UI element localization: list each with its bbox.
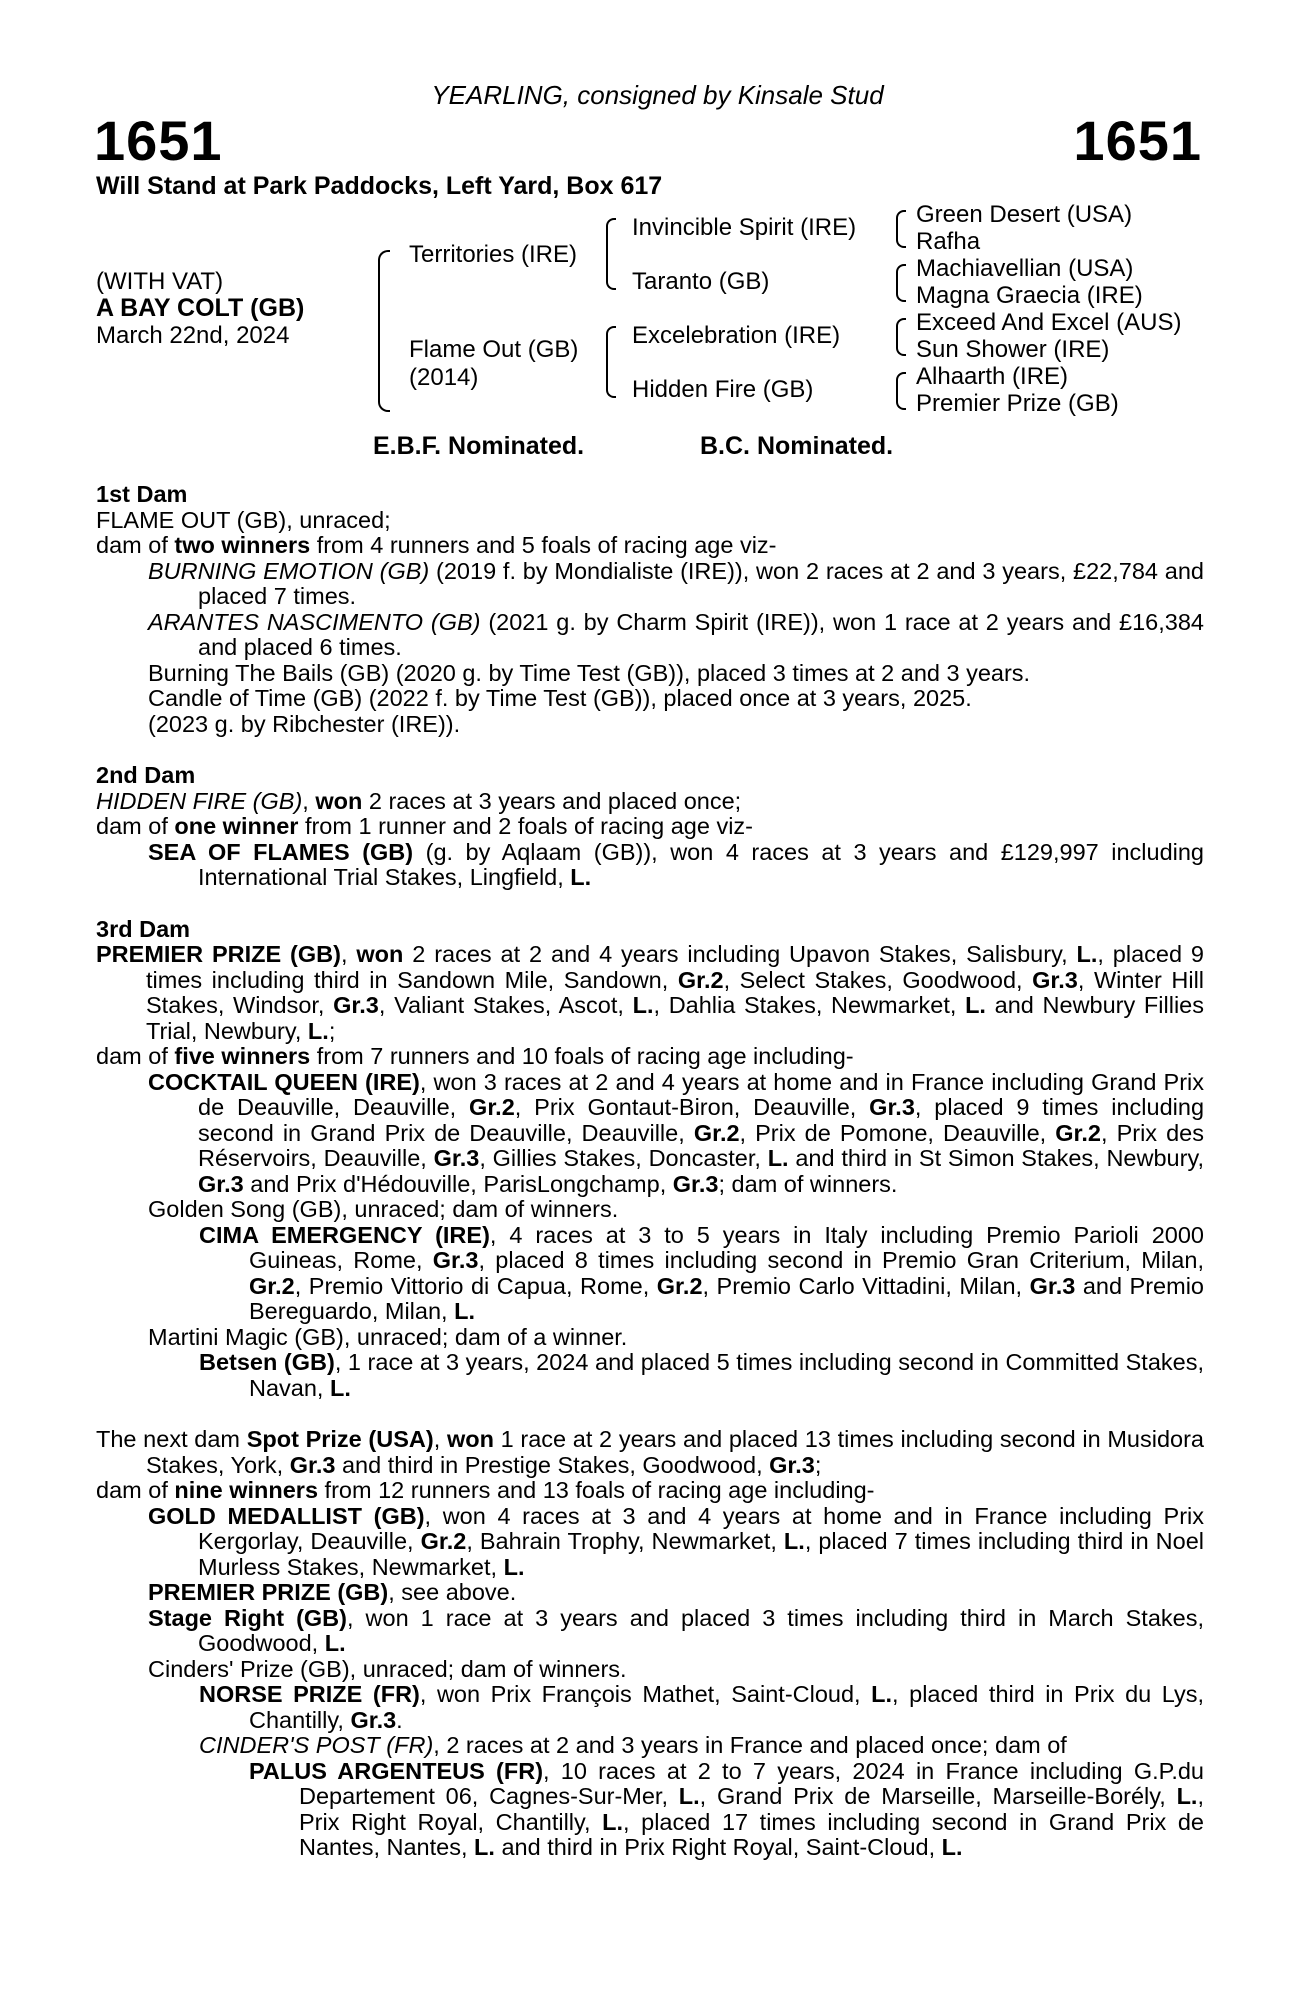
offspring-premier-prize: PREMIER PRIZE (GB), see above. xyxy=(148,1579,517,1605)
pedigree-dam-sire: Excelebration (IRE) xyxy=(632,322,841,349)
pedigree-dss: Exceed And Excel (AUS) xyxy=(916,309,1182,336)
offspring-cocktail-queen: COCKTAIL QUEEN (IRE), won 3 races at 2 and 4 years at home and in France including Grand Prix de Deauville, Deauville, Gr.2, Prix Gontaut-Biron, Deauville, Gr.3, placed 9 times including second in Grand Prix de Deauville, Deauville, Gr.2, Prix de Pomone, Deauville, Gr.2, Prix des Réservoirs, Deauville, Gr.3, Gillies Stakes, Doncaster, L. and third in St Simon Stakes, Newbury, Gr.3 and Prix d'Hédouville, ParisLongchamp, Gr.3; dam of winners. xyxy=(148,1068,1205,1197)
pedigree-sss: Green Desert (USA) xyxy=(916,201,1133,228)
pedigree-dds: Alhaarth (IRE) xyxy=(916,363,1069,390)
pedigree-ssd: Rafha xyxy=(916,228,981,255)
grand-offspring-norse-prize: NORSE PRIZE (FR), won Prix François Mathet, Saint-Cloud, L., placed third in Prix du Lys, Chantilly, Gr.3. xyxy=(199,1681,1205,1733)
offspring-2023-colt: (2023 g. by Ribchester (IRE)). xyxy=(148,710,461,737)
second-dam-summary: dam of one winner from 1 runner and 2 foals of racing age viz- xyxy=(96,813,753,839)
pedigree-sire-sire: Invincible Spirit (IRE) xyxy=(632,214,857,241)
offspring-cinders-prize: Cinders' Prize (GB), unraced; dam of winners. xyxy=(148,1655,627,1682)
grand-offspring-cinders-post: CINDER'S POST (FR), 2 races at 2 and 3 years in France and placed once; dam of xyxy=(199,1732,1067,1758)
pedigree-ddd: Premier Prize (GB) xyxy=(916,390,1119,417)
great-grand-offspring-palus-argenteus: PALUS ARGENTEUS (FR), 10 races at 2 to 7 years, 2024 in France including G.P.du Departement 06, Cagnes-Sur-Mer, L., Grand Prix de Marseille, Marseille-Borély, L., Prix Right Royal, Chantilly, L., placed 17 times including second in Grand Prix de Nantes, Nantes, L. and third in Prix Right Royal, Saint-Cloud, L. xyxy=(249,1757,1204,1860)
offspring-burning-emotion: BURNING EMOTION (GB) (2019 f. by Mondialiste (IRE)), won 2 races at 2 and 3 years, £22,784 and placed 7 times. xyxy=(148,557,1204,609)
offspring-burning-the-bails: Burning The Bails (GB) (2020 g. by Time Test (GB)), placed 3 times at 2 and 3 years. xyxy=(148,659,1031,686)
first-dam-line: FLAME OUT (GB), unraced; xyxy=(96,506,391,533)
third-dam-record: PREMIER PRIZE (GB), won 2 races at 2 and 4 years including Upavon Stakes, Salisbury, L., placed 9 times including third in Sandown Mile, Sandown, Gr.2, Select Stakes, Goodwood, Gr.3, Winter Hill Stakes, Windsor, Gr.3, Valiant Stakes, Ascot, L., Dahlia Stakes, Newmarket, L. and Newbury Fillies Trial, Newbury, L.; xyxy=(96,941,1205,1044)
pedigree-dsd: Sun Shower (IRE) xyxy=(916,336,1110,363)
stand-location: Will Stand at Park Paddocks, Left Yard, Box 617 xyxy=(96,172,663,200)
offspring-stage-right: Stage Right (GB), won 1 race at 3 years and placed 3 times including third in March Stakes, Goodwood, L. xyxy=(148,1604,1204,1656)
horse-name: A BAY COLT (GB) xyxy=(96,294,305,322)
pedigree-sds: Machiavellian (USA) xyxy=(916,255,1134,282)
produce-record xyxy=(96,482,1204,1861)
next-dam-summary: dam of nine winners from 12 runners and 13 foals of racing age including- xyxy=(96,1477,875,1503)
next-dam-record: The next dam Spot Prize (USA), won 1 race at 2 years and placed 13 times including second in Musidora Stakes, York, Gr.3 and third in Prestige Stakes, Goodwood, Gr.3; xyxy=(96,1426,1204,1478)
lot-number-right: 1651 xyxy=(1073,109,1202,172)
lot-number-left: 1651 xyxy=(94,109,223,172)
first-dam-summary: dam of two winners from 4 runners and 5 foals of racing age viz- xyxy=(96,532,777,558)
offspring-sea-of-flames: SEA OF FLAMES (GB) (g. by Aqlaam (GB)), won 4 races at 3 years and £129,997 including International Trial Stakes, Lingfield, L. xyxy=(148,838,1204,890)
grand-offspring-cima-emergency: CIMA EMERGENCY (IRE), 4 races at 3 to 5 years in Italy including Premio Parioli 2000 Guineas, Rome, Gr.3, placed 8 times including second in Premio Gran Criterium, Milan, Gr.2, Premio Vittorio di Capua, Rome, Gr.2, Premio Carlo Vittadini, Milan, Gr.3 and Premio Bereguardo, Milan, L. xyxy=(199,1221,1204,1324)
second-dam-heading: 2nd Dam xyxy=(96,762,196,788)
offspring-martini-magic: Martini Magic (GB), unraced; dam of a winner. xyxy=(148,1323,628,1350)
grand-offspring-betsen: Betsen (GB), 1 race at 3 years, 2024 and placed 5 times including second in Committed Stakes, Navan, L. xyxy=(199,1349,1204,1401)
vat-note: (WITH VAT) xyxy=(96,268,224,295)
pedigree-sdd: Magna Graecia (IRE) xyxy=(916,282,1143,309)
consignment-header: YEARLING, consigned by Kinsale Stud xyxy=(431,80,884,110)
bc-nomination: B.C. Nominated. xyxy=(700,432,894,460)
pedigree-dam-year: (2014) xyxy=(409,364,479,391)
offspring-golden-song: Golden Song (GB), unraced; dam of winners. xyxy=(148,1196,619,1222)
first-dam-heading: 1st Dam xyxy=(96,481,188,507)
offspring-gold-medallist: GOLD MEDALLIST (GB), won 4 races at 3 and 4 years at home and in France including Prix Kergorlay, Deauville, Gr.2, Bahrain Trophy, Newmarket, L., placed 7 times including third in Noel Murless Stakes, Newmarket, L. xyxy=(148,1502,1205,1580)
pedigree-dam: Flame Out (GB) xyxy=(409,336,579,363)
foaling-date: March 22nd, 2024 xyxy=(96,322,290,349)
offspring-arantes-nascimento: ARANTES NASCIMENTO (GB) (2021 g. by Charm Spirit (IRE)), won 1 race at 2 years and £16,384 and placed 6 times. xyxy=(148,608,1204,660)
ebf-nomination: E.B.F. Nominated. xyxy=(373,432,585,460)
pedigree-sire: Territories (IRE) xyxy=(409,241,578,268)
offspring-candle-of-time: Candle of Time (GB) (2022 f. by Time Test (GB)), placed once at 3 years, 2025. xyxy=(148,685,972,711)
third-dam-summary: dam of five winners from 7 runners and 10 foals of racing age including- xyxy=(96,1043,854,1069)
third-dam-heading: 3rd Dam xyxy=(96,915,191,942)
second-dam-line: HIDDEN FIRE (GB), won 2 races at 3 years and placed once; xyxy=(96,787,742,814)
pedigree-dam-dam: Hidden Fire (GB) xyxy=(632,376,814,403)
pedigree-sire-dam: Taranto (GB) xyxy=(632,268,770,295)
